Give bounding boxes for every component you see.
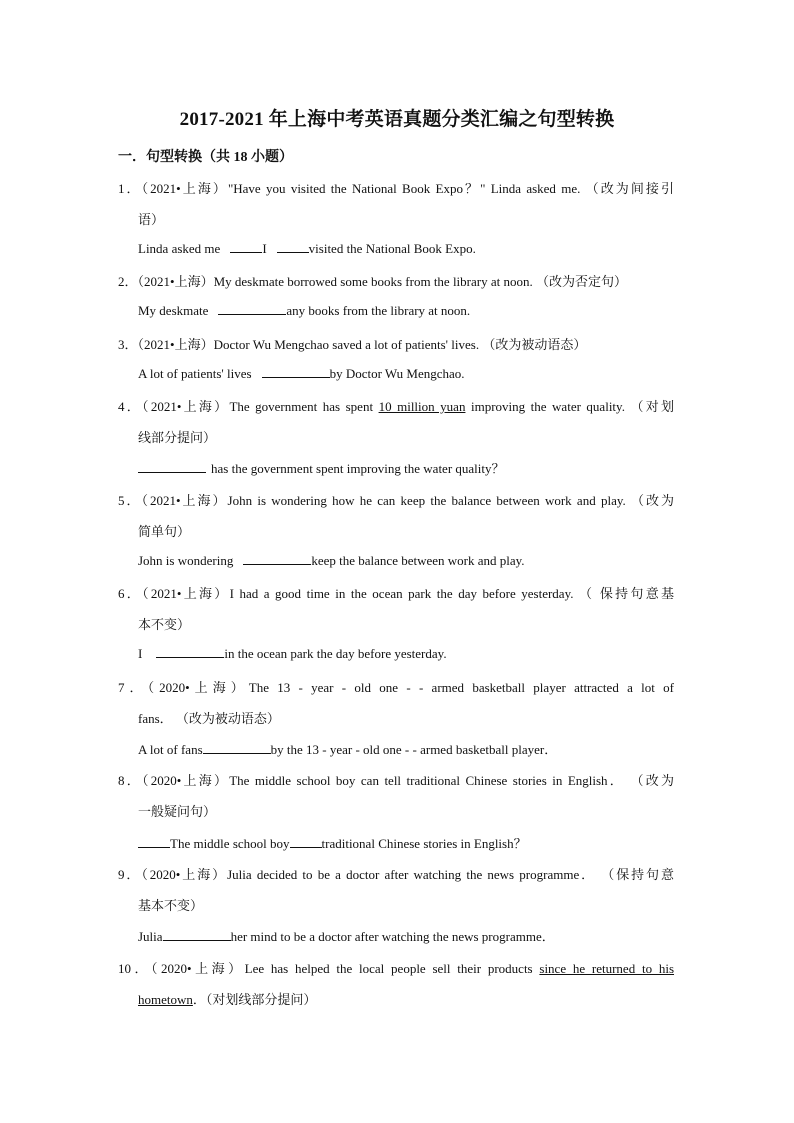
question-4-continuation: 线部分提问） xyxy=(138,430,217,445)
answer-suffix: in the ocean park the day before yesterday. xyxy=(224,646,447,661)
answer-suffix: any books from the library at noon. xyxy=(286,303,471,318)
question-text: I had a good time in the ocean park the day before yesterday. （ 保持句意基 xyxy=(229,586,674,601)
underlined-phrase: hometown xyxy=(138,992,193,1007)
question-text: Julia decided to be a doctor after watching the news programme． （保持句意 xyxy=(227,867,674,882)
question-9-answer-line xyxy=(138,926,555,945)
question-1-answer-line xyxy=(138,240,476,257)
question-text: My deskmate borrowed some books from the library at noon. （改为否定句） xyxy=(213,274,627,289)
question-source: （2020•上海） xyxy=(141,867,228,882)
answer-blank[interactable] xyxy=(262,365,330,378)
question-2 xyxy=(118,271,627,290)
question-text: The 13 - year - old one - - armed basketball player attracted a lot of xyxy=(248,680,674,695)
page-title: 2017-2021 年上海中考英语真题分类汇编之句型转换 xyxy=(179,109,615,130)
answer-prefix: I xyxy=(138,646,143,661)
answer-blank[interactable] xyxy=(163,928,231,941)
question-source: （2021•上海） xyxy=(137,337,214,352)
question-text: The middle school boy can tell traditional Chinese stories in English． （改为 xyxy=(229,773,674,788)
answer-prefix: My deskmate xyxy=(138,303,209,318)
question-text: Doctor Wu Mengchao saved a lot of patients' lives. （改为被动语态） xyxy=(213,337,587,352)
answer-suffix: has the government spent improving the water quality？ xyxy=(211,461,505,476)
question-source: （2021•上海） xyxy=(141,181,228,196)
question-instruction: ．（对划线部分提问） xyxy=(192,992,317,1007)
question-source: （2021•上海） xyxy=(142,586,230,601)
question-2-answer-line xyxy=(138,302,470,319)
question-8-continuation: 一般疑问句） xyxy=(138,804,217,819)
question-number: 7． xyxy=(118,680,148,695)
question-source: （2021•上海） xyxy=(137,274,214,289)
question-9-continuation: 基本不变） xyxy=(138,898,204,913)
question-number: 1． xyxy=(118,181,142,196)
question-text: Lee has helped the local people sell their products xyxy=(244,961,540,976)
answer-blank[interactable] xyxy=(218,302,286,315)
underlined-phrase: 10 million yuan xyxy=(378,399,466,414)
question-number: 10． xyxy=(118,961,152,976)
section-heading: 一．句型转换（共 18 小题） xyxy=(118,150,293,165)
question-number: 9． xyxy=(118,867,142,882)
answer-prefix: A lot of patients' lives xyxy=(138,366,252,381)
question-1 xyxy=(118,178,674,197)
question-source: （2020•上海） xyxy=(141,773,230,788)
question-source: （2020•上海） xyxy=(147,680,249,695)
answer-middle: I xyxy=(262,241,267,256)
question-text: "Have you visited the National Book Expo？" Linda asked me. （改为间接引 xyxy=(227,181,674,196)
answer-prefix: A lot of fans xyxy=(138,742,203,757)
answer-prefix: John is wondering xyxy=(138,553,234,568)
answer-blank[interactable] xyxy=(230,240,262,253)
question-8 xyxy=(118,770,674,789)
question-text: John is wondering how he can keep the balance between work and play. （改为 xyxy=(227,493,674,508)
answer-suffix: her mind to be a doctor after watching the news programme． xyxy=(230,929,555,944)
question-10-continuation xyxy=(138,989,316,1008)
question-4 xyxy=(118,396,674,415)
answer-middle: The middle school boy xyxy=(170,836,290,851)
underlined-phrase: since he returned to his xyxy=(539,961,675,976)
question-6-answer-line xyxy=(138,645,447,662)
answer-blank[interactable] xyxy=(138,460,206,473)
question-1-continuation: 语） xyxy=(138,212,165,227)
question-text: The government has spent xyxy=(229,399,379,414)
question-text-end: improving the water quality. （对划 xyxy=(465,399,674,414)
answer-prefix: Julia xyxy=(138,929,163,944)
question-4-answer-line xyxy=(138,458,505,477)
question-source: （2021•上海） xyxy=(141,493,228,508)
answer-blank[interactable] xyxy=(156,645,224,658)
answer-prefix: Linda asked me xyxy=(138,241,221,256)
question-9 xyxy=(118,864,674,883)
answer-blank[interactable] xyxy=(203,741,271,754)
question-3-answer-line xyxy=(138,365,465,382)
question-5 xyxy=(118,490,674,509)
question-7-answer-line xyxy=(138,739,557,758)
answer-suffix: by Doctor Wu Mengchao. xyxy=(329,366,465,381)
question-number: 2． xyxy=(118,274,138,289)
question-source: （2020•上海） xyxy=(151,961,245,976)
answer-suffix: keep the balance between work and play. xyxy=(311,553,525,568)
question-number: 8． xyxy=(118,773,142,788)
answer-suffix: traditional Chinese stories in English？ xyxy=(321,836,527,851)
question-number: 5． xyxy=(118,493,142,508)
question-7 xyxy=(118,677,674,696)
question-8-answer-line xyxy=(138,833,527,852)
question-5-answer-line xyxy=(138,552,525,569)
question-5-continuation: 简单句） xyxy=(138,524,191,539)
question-6-continuation: 本不变） xyxy=(138,617,191,632)
answer-blank[interactable] xyxy=(277,240,309,253)
answer-blank[interactable] xyxy=(243,552,311,565)
question-number: 4． xyxy=(118,399,143,414)
answer-blank[interactable] xyxy=(138,835,170,848)
answer-blank[interactable] xyxy=(290,835,322,848)
answer-suffix: by the 13 - year - old one - - armed basketball player． xyxy=(270,742,558,757)
question-7-continuation: fans． （改为被动语态） xyxy=(138,711,280,726)
question-10 xyxy=(118,958,674,977)
question-3 xyxy=(118,334,586,353)
answer-suffix: visited the National Book Expo. xyxy=(308,241,476,256)
question-source: （2021•上海） xyxy=(142,399,230,414)
question-6 xyxy=(118,583,674,602)
question-number: 3． xyxy=(118,337,138,352)
question-number: 6． xyxy=(118,586,143,601)
